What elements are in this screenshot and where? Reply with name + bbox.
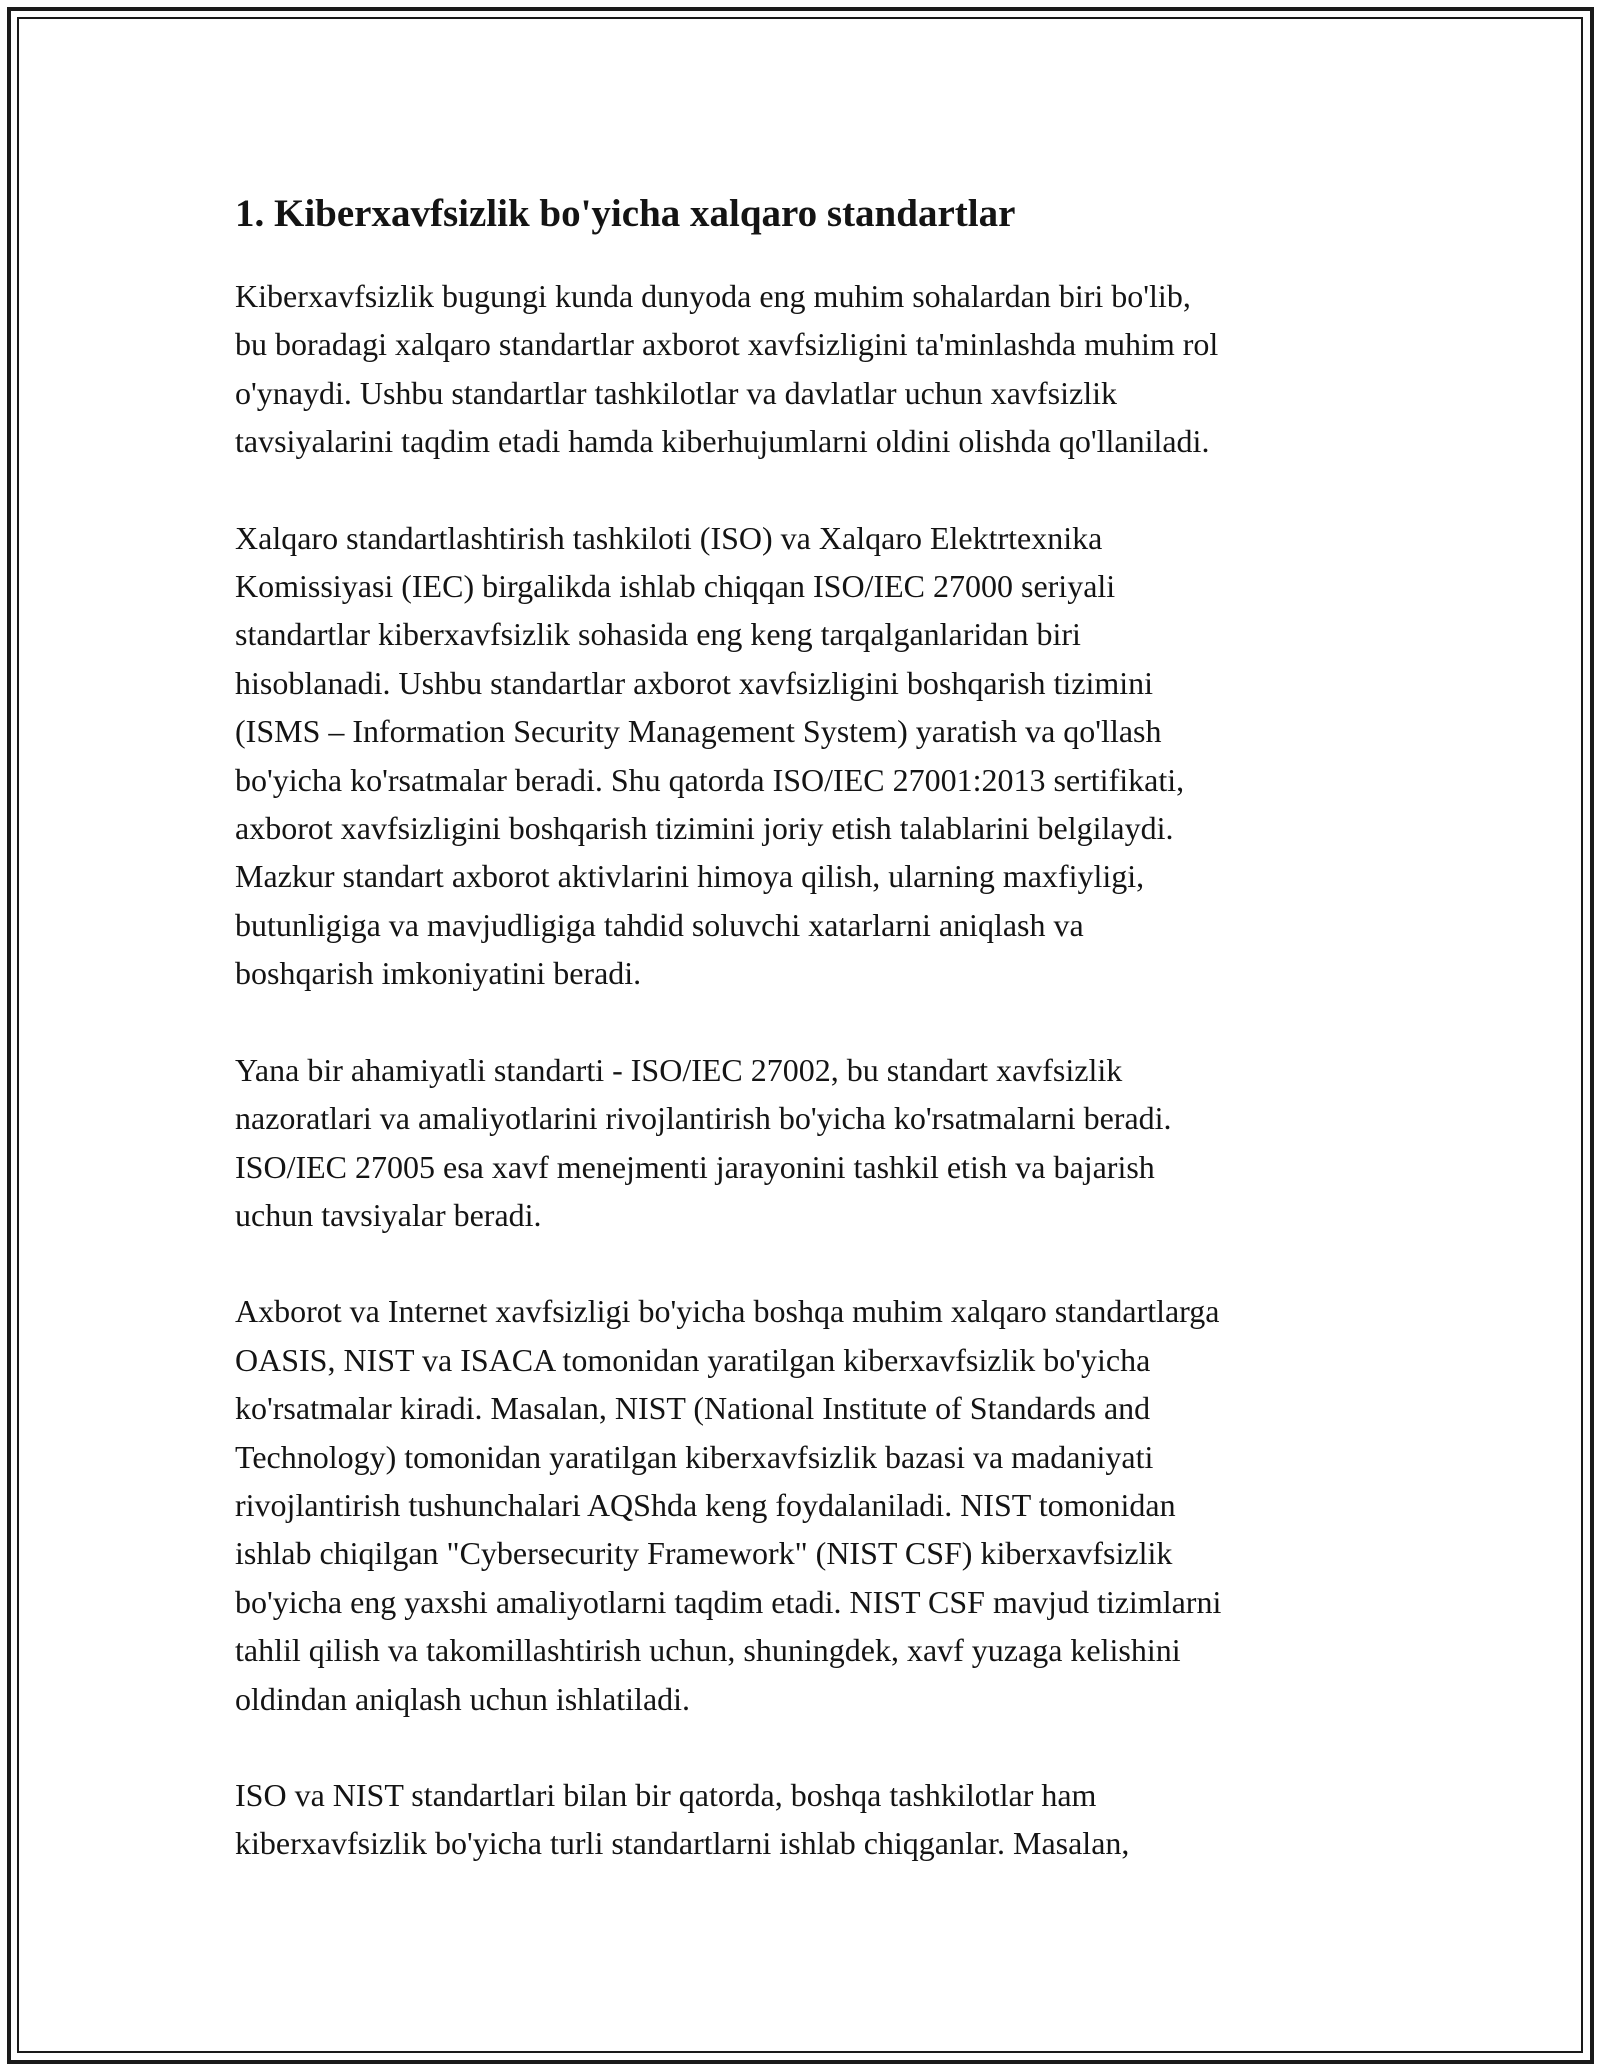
section-heading: 1. Kiberxavfsizlik bo'yicha xalqaro standartlar	[235, 192, 1016, 235]
paragraph-iso-iec-27000: Xalqaro standartlashtirish tashkiloti (ISO) va Xalqaro Elektrtexnika Komissiyasi (IEC) birgalikda ishlab chiqqan ISO/IEC 27000 seriyali standartlar kiberxavfsizlik sohasida eng keng tarqalganlaridan biri hisoblanadi. Ushbu standartlar axborot xavfsizligini boshqarish tizimini (ISMS – Information Security Management System) yaratish va qo'llash bo'yicha ko'rsatmalar beradi. Shu qatorda ISO/IEC 27001:2013 sertifikati, axborot xavfsizligini boshqarish tizimini joriy etish talablarini belgilaydi. Mazkur standart axborot aktivlarini himoya qilish, ularning maxfiyligi, butunligiga va mavjudligiga tahdid soluvchi xatarlarni aniqlash va boshqarish imkoniyatini beradi.	[235, 519, 1185, 992]
paragraph-intro: Kiberxavfsizlik bugungi kunda dunyoda eng muhim sohalardan biri bo'lib, bu boradagi xalqaro standartlar axborot xavfsizligini ta'minlashda muhim rol o'ynaydi. Ushbu standartlar tashkilotlar va davlatlar uchun xavfsizlik tavsiyalarini taqdim etadi hamda kiberhujumlarni oldini olishda qo'llaniladi.	[235, 278, 1219, 460]
paragraph-iso-iec-27002: Yana bir ahamiyatli standarti - ISO/IEC 27002, bu standart xavfsizlik nazoratlari va amaliyotlarini rivojlantirish bo'yicha ko'rsatmalarni beradi. ISO/IEC 27005 esa xavf menejmenti jarayonini tashkil etish va bajarish uchun tavsiyalar beradi.	[235, 1051, 1172, 1233]
document-body	[235, 186, 1385, 1868]
paragraph-nist: Axborot va Internet xavfsizligi bo'yicha boshqa muhim xalqaro standartlarga OASIS, NIST va ISACA tomonidan yaratilgan kiberxavfsizlik bo'yicha ko'rsatmalar kiradi. Masalan, NIST (National Institute of Standards and Technology) tomonidan yaratilgan kiberxavfsizlik bazasi va madaniyati rivojlantirish tushunchalari AQShda keng foydalaniladi. NIST tomonidan ishlab chiqilgan "Cybersecurity Framework" (NIST CSF) kiberxavfsizlik bo'yicha eng yaxshi amaliyotlarni taqdim etadi. NIST CSF mavjud tizimlarni tahlil qilish va takomillashtirish uchun, shuningdek, xavf yuzaga kelishini oldindan aniqlash uchun ishlatiladi.	[235, 1293, 1222, 1717]
paragraph-other-standards: ISO va NIST standartlari bilan bir qatorda, boshqa tashkilotlar ham kiberxavfsizlik bo'yicha turli standartlarni ishlab chiqganlar. Masalan,	[235, 1776, 1130, 1862]
